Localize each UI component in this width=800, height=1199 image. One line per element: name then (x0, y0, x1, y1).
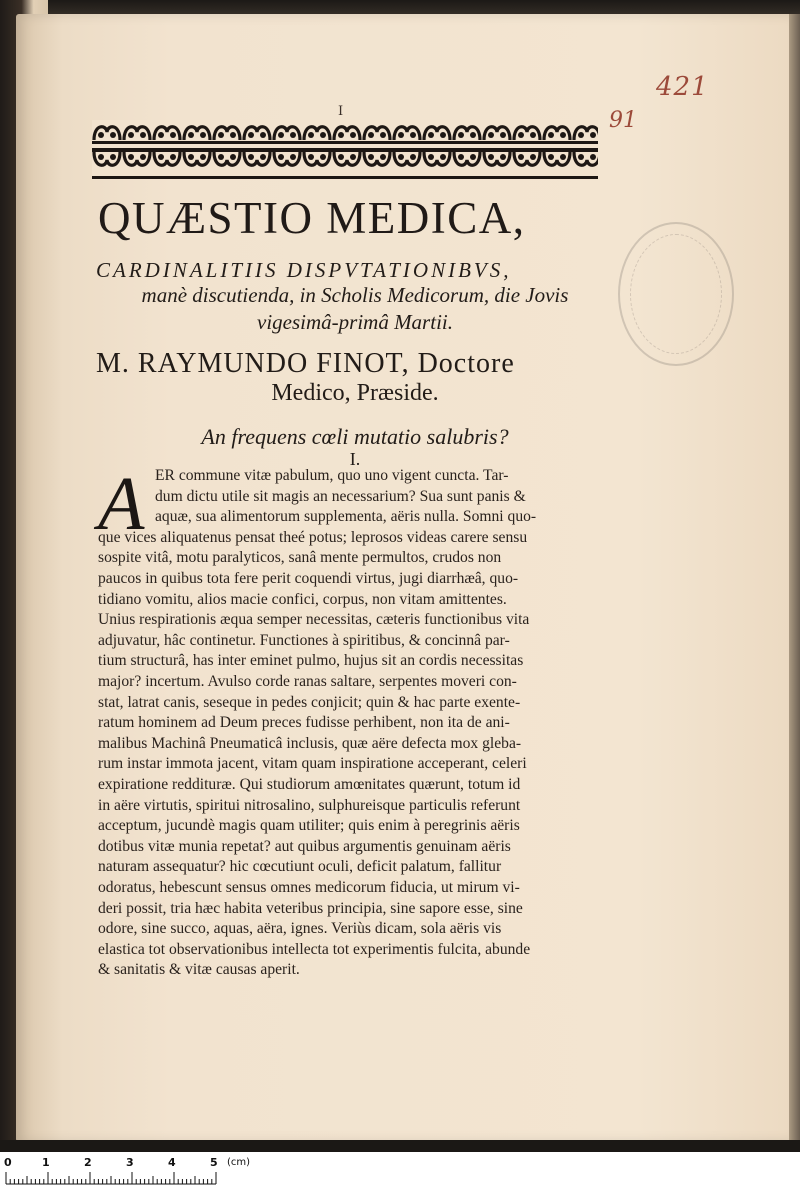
body-line: paucos in quibus tota fere perit coquendi virtus, jugi diarrhæâ, quo- (98, 570, 519, 587)
handwritten-folio-number: 421 (656, 72, 709, 102)
body-line: dum dictu utile sit magis an necessarium? Sua sunt panis & (155, 487, 526, 505)
body-line: tium structurâ, has inter eminet pulmo, hujus sit an cordis necessitas (98, 652, 524, 670)
disputation-question: An frequens cœli mutatio salubris? (201, 424, 509, 449)
body-line: ratum hominem ad Deum preces fudisse perhibent, non ita de ani- (98, 714, 510, 732)
body-line: ER commune vitæ pabulum, quo uno vigent cuncta. Tar- (155, 467, 509, 484)
decorative-headpiece (92, 118, 598, 182)
praeses-line-1: M. RAYMUNDO FINOT, Doctore (96, 348, 515, 379)
handwritten-side-number: 91 (609, 108, 637, 133)
body-line: in aëre virtutis, spiritui nitrosalino, sulphureisque particulis referunt (98, 796, 521, 814)
body-line: acceptum, jucundè magis quam utiliter; quis enim à peregrinis aëris (98, 817, 520, 835)
scale-ruler (0, 1152, 800, 1199)
body-line: rum instar immota jacent, vitam quam inspiratione acceperant, celeri (98, 755, 527, 773)
scale-label: 0 (4, 1156, 12, 1169)
body-line: odore, sine succo, aquas, aëra, ignes. Veriùs dicam, sola aëris vis (98, 920, 502, 938)
body-line: odoratus, hebescunt sensus omnes medicorum fiducia, ut mirum vi- (98, 879, 520, 896)
body-line: malibus Machinâ Pneumaticâ inclusis, quæ aëre defecta mox gleba- (98, 734, 522, 752)
section-number: I. (349, 449, 361, 469)
book-bottom-edge (0, 1140, 800, 1152)
body-line: & sanitatis & vitæ causas aperit. (98, 961, 300, 979)
praeses-line-2: Medico, Præside. (271, 380, 439, 406)
subtitle-line-3: vigesimâ-primâ Martii. (257, 310, 453, 334)
drop-cap: A (98, 462, 145, 546)
ruler-ticks (0, 1168, 800, 1188)
subtitle-line-1: CARDINALITIIS DISPVTATIONIBVS, (96, 258, 512, 282)
body-line: tidiano vomitu, alios macie confici, corpus, non vitam amittentes. (98, 590, 507, 608)
body-line: deri possit, tria hæc habita veteribus principia, sine sapore esse, sine (98, 899, 523, 917)
scale-label: 2 (84, 1156, 92, 1169)
library-stamp (618, 222, 734, 366)
scale-unit: (cm) (227, 1157, 251, 1168)
scale-label: 5 (210, 1156, 218, 1169)
scale-label: 4 (168, 1156, 176, 1169)
page-right-edge (789, 14, 800, 1142)
body-line: expiratione reddituræ. Qui studiorum amœnitates quærunt, totum id (98, 776, 521, 793)
body-line: que vices aliquatenus pensat theé potus; leprosos videas carere sensu (98, 528, 528, 546)
scale-label: 1 (42, 1156, 50, 1169)
body-line: sospite vitâ, motu paralyticos, sanâ mente permultos, crudos non (98, 549, 502, 567)
body-line: Unius respirationis æqua semper necessitas, cæteris functionibus vita (98, 611, 530, 629)
folio-marker: I (338, 104, 344, 119)
body-line: adjuvatur, hâc continetur. Functiones à spiritibus, & concinnâ par- (98, 631, 510, 649)
body-line: naturam assequatur? hic cœcutiunt oculi, deficit palatum, fallitur (98, 858, 502, 876)
scale-label: 3 (126, 1156, 134, 1169)
subtitle-line-2: manè discutienda, in Scholis Medicorum, die Jovis (141, 283, 569, 307)
body-line: elastica tot observationibus intellecta tot experimentis fulcita, abunde (98, 940, 531, 958)
body-line: dotibus vitæ munia repetat? aut quibus argumentis genuinam aëris (98, 837, 511, 855)
body-line: aquæ, sua alimentorum supplementa, aëris nulla. Somni quo- (155, 508, 537, 526)
main-title: QUÆSTIO MEDICA, (98, 193, 526, 243)
body-line: stat, latrat canis, seseque in pedes conjicit; quin & hac parte exente- (98, 693, 521, 711)
body-line: major? incertum. Avulso corde ranas saltare, serpentes moveri con- (98, 673, 517, 690)
